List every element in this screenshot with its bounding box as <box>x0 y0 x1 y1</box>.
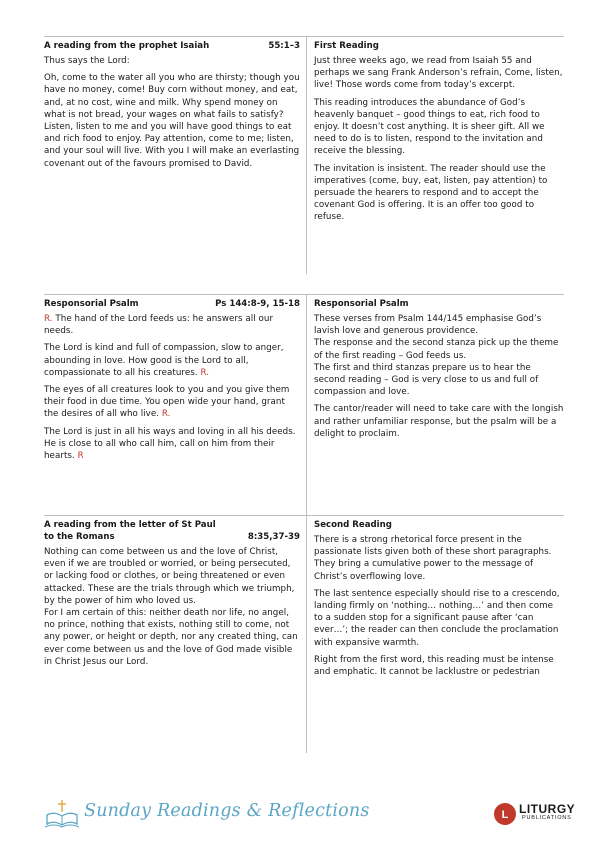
reading-header <box>44 40 300 52</box>
section-rule <box>44 515 564 516</box>
reading-column <box>44 40 300 175</box>
reflection-title: Responsorial Psalm <box>314 299 409 309</box>
section-rule <box>44 36 564 37</box>
reading-column <box>44 519 300 673</box>
section-rule <box>44 294 564 295</box>
reflection-paragraph: Just three weeks ago, we read from Isaiah 55 and perhaps we sang Frank Anderson’s refrain, Come, listen, live! Those words come from today’s excerpt. <box>314 56 563 91</box>
reflection-title: Second Reading <box>314 520 392 530</box>
response-text: The hand of the Lord feeds us: he answers all our needs. <box>44 314 274 337</box>
publisher-name: LITURGY <box>519 802 576 816</box>
psalm-stanza: The eyes of all creatures look to you and you give them their food in due time. You open wide your hand, grant the desires of all who live. R. <box>44 385 290 420</box>
reading-header <box>44 519 300 543</box>
reading-title: A reading from the letter of St Paul to the Romans <box>44 520 216 542</box>
reflection-paragraph: This reading introduces the abundance of God’s heavenly banquet – good things to eat, rich food to enjoy. It doesn’t cost anything. It is sheer gift. All we need to do is to listen, respond to the invitation and receive the blessing. <box>314 97 545 157</box>
open-book-cross-icon <box>44 799 80 829</box>
reading-reference: Ps 144:8-9, 15-18 <box>215 299 300 309</box>
publisher-subtitle: PUBLICATIONS <box>522 815 572 821</box>
reading-paragraph: Thus says the Lord: <box>44 56 130 66</box>
reflection-column <box>314 40 564 229</box>
reflection-paragraph: The invitation is insistent. The reader should use the imperatives (come, buy, eat, listen, pay attention) to persuade the hearers to respond and to accept the covenant God is offering. It is an offer too good to refuse. <box>314 163 548 223</box>
psalm-stanza: The Lord is just in all his ways and loving in all his deeds. He is close to all who call him, call on him from their hearts. R <box>44 426 296 462</box>
reflection-column <box>314 298 564 445</box>
reflection-header <box>314 519 564 531</box>
reflection-line: The response and the second stanza pick up the theme of the first reading – God feeds us. <box>314 338 559 361</box>
response-marker: R. <box>200 367 210 378</box>
reflection-column <box>314 519 564 683</box>
reading-reference: 55:1–3 <box>268 41 300 51</box>
reading-paragraph: For I am certain of this: neither death nor life, no angel, no prince, nothing that exists, nothing still to come, not any power, or height or depth, nor any created thing, can ever come between us and the love of God made visible in Christ Jesus our Lord. <box>44 608 298 667</box>
reading-header <box>44 298 300 310</box>
brand-title: Sunday Readings & Reflections <box>84 801 370 821</box>
reading-title: Responsorial Psalm <box>44 299 139 309</box>
reflection-header <box>314 40 564 52</box>
reading-column <box>44 298 300 467</box>
response-marker: R <box>77 451 84 462</box>
reflection-paragraph: The last sentence especially should rise to a crescendo, landing firmly on ‘nothing… nothing…’ and then come to a sudden stop for a significant pause after ‘can ever…’; the reader can then conclude the proclamation with expansive warmth. <box>314 588 560 648</box>
reflection-line: The first and third stanzas prepare us to hear the second reading – God is very close to us and full of compassion and love. <box>314 362 539 398</box>
reading-paragraph: Nothing can come between us and the love of Christ, even if we are troubled or worried, or being persecuted, or lacking food or clothes, or being threatened or even attacked. These are the trials through which we triumph, by the power of him who loved us. <box>44 547 295 606</box>
reflection-line: These verses from Psalm 144/145 emphasise God’s lavish love and generous providence. <box>314 314 542 337</box>
svg-text:L: L <box>501 809 509 821</box>
reading-paragraph: Oh, come to the water all you who are thirsty; though you have no money, come! Buy corn without money, and eat, and, at no cost, wine and milk. Why spend money on what is not bread, your wages on what fails to satisfy? Listen, listen to me and you will have good things to eat and rich food to enjoy. Pay attention, come to me; listen, and your soul will live. With you I will make an everlasting covenant out of the favours promised to David. <box>44 73 300 169</box>
reflection-title: First Reading <box>314 41 379 51</box>
psalm-response <box>44 313 300 337</box>
response-marker: R. <box>161 409 171 420</box>
reflection-paragraph: Right from the first word, this reading must be intense and emphatic. It cannot be lacklustre or pedestrian <box>314 654 554 678</box>
reflection-paragraph: The cantor/reader will need to take care with the longish and rather unfamiliar response, but the psalm will be a delight to proclaim. <box>314 404 564 439</box>
response-marker: R. <box>44 314 53 324</box>
reading-title: A reading from the prophet Isaiah <box>44 41 210 51</box>
reading-reference: 8:35,37-39 <box>247 532 300 542</box>
reflection-paragraph: There is a strong rhetorical force present in the passionate lists given both of these short paragraphs. They bring a cumulative power to the message of Christ’s overflowing love. <box>314 535 552 582</box>
reflection-header <box>314 298 564 310</box>
footer <box>0 795 595 835</box>
psalm-stanza: The Lord is kind and full of compassion, slow to anger, abounding in love. How good is the Lord to all, compassionate to all his creatures. R. <box>44 343 284 378</box>
